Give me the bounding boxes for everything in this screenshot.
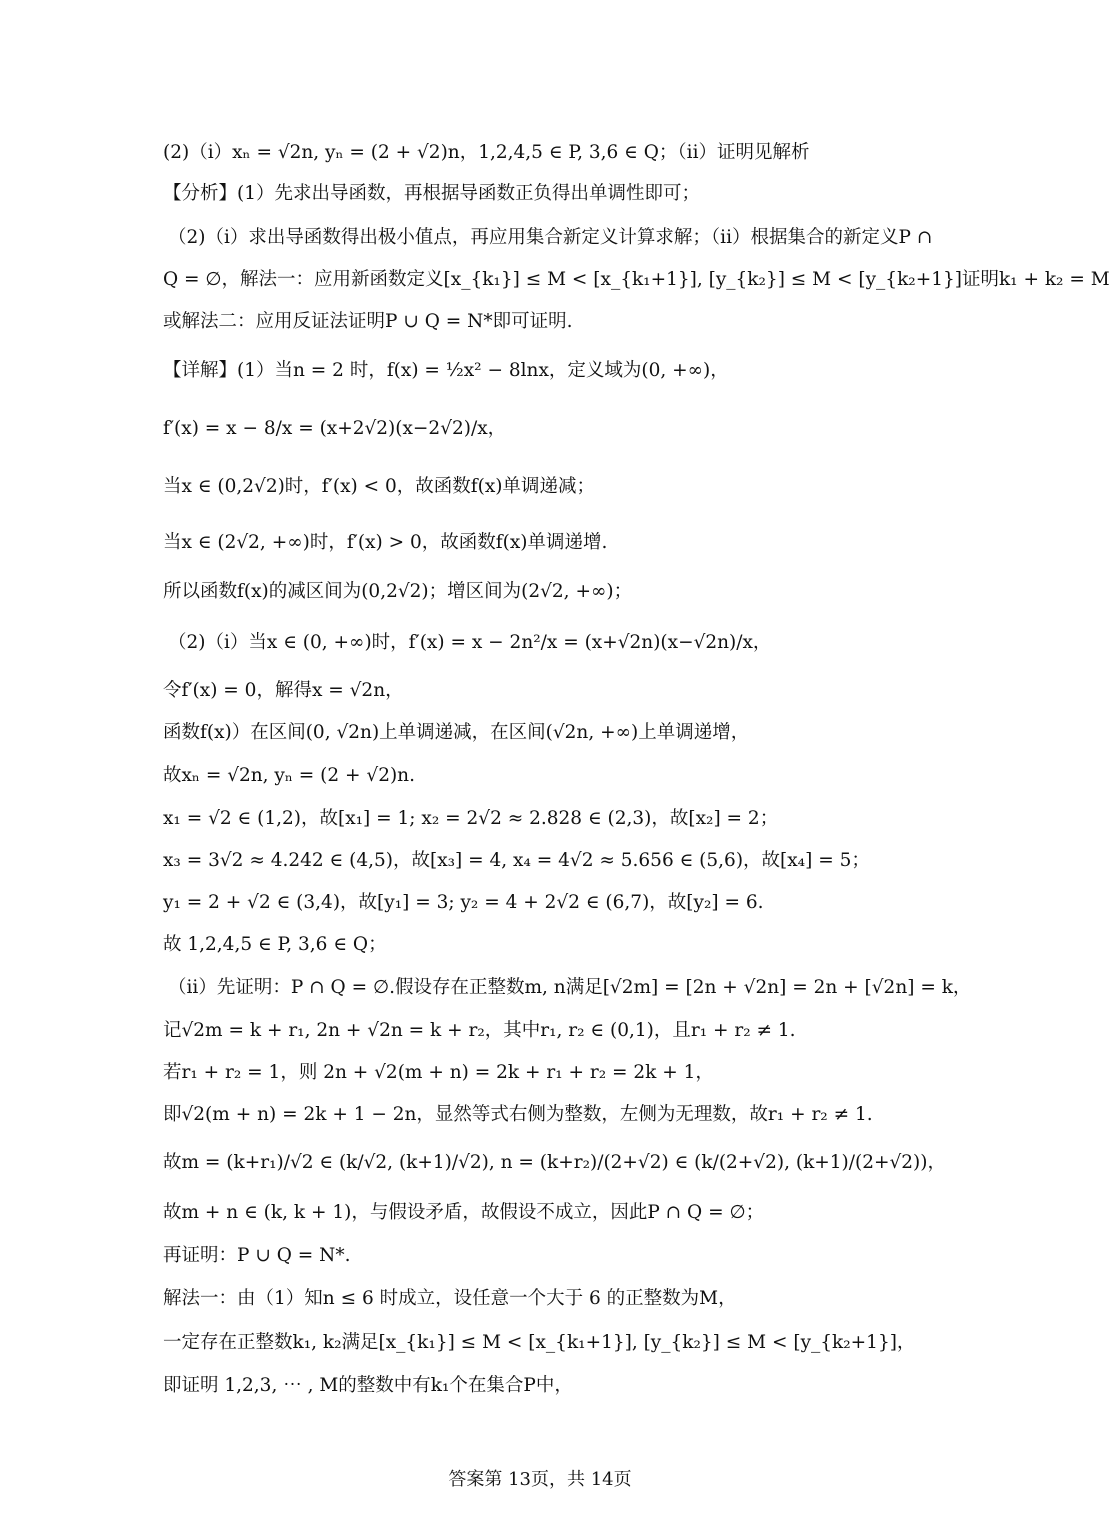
page-footer: 答案第 13页，共 14页	[448, 1469, 632, 1490]
text-line-x3-x4: x₃ = 3√2 ≈ 4.242 ∈ (4,5)，故[x₃] = 4, x₄ = 4√2 ≈ 5.656 ∈ (5,6)，故[x₄] = 5；	[163, 850, 870, 871]
text-line-suppose-sum: 若r₁ + r₂ = 1，则 2n + √2(m + n) = 2k + r₁ + r₂ = 2k + 1，	[163, 1062, 714, 1083]
text-line-analysis-3: Q = ∅，解法一：应用新函数定义[x_{k₁}] ≤ M < [x_{k₁+1}], [y_{k₂}] ≤ M < [y_{k₂+1}]证明k₁ + k₂ = M	[163, 269, 1110, 290]
text-line-sets-conclusion: 故 1,2,4,5 ∈ P, 3,6 ∈ Q；	[163, 934, 387, 955]
text-line-monotonicity: 函数f(x)）在区间(0, √2n)上单调递减，在区间(√2n, +∞)上单调递增，	[163, 722, 750, 743]
text-line-analysis-4: 或解法二：应用反证法证明P ∪ Q = N*即可证明.	[163, 311, 573, 332]
text-line-count-in-p: 即证明 1,2,3, ⋯ , M的整数中有k₁个在集合P中，	[163, 1375, 573, 1396]
text-line-irrational: 即√2(m + n) = 2k + 1 − 2n，显然等式右侧为整数，左侧为无理数，故r₁ + r₂ ≠ 1.	[163, 1104, 873, 1125]
text-line-proof-intersection: （ii）先证明：P ∩ Q = ∅.假设存在正整数m, n满足[√2m] = [2n + √2n] = 2n + [√2n] = k，	[168, 977, 972, 998]
text-line-define-r: 记√2m = k + r₁, 2n + √2n = k + r₂，其中r₁, r₂ ∈ (0,1)，且r₁ + r₂ ≠ 1.	[163, 1020, 796, 1041]
text-line-m-n-range: 故m = (k+r₁)/√2 ∈ (k/√2, (k+1)/√2), n = (k+r₂)/(2+√2) ∈ (k/(2+√2), (k+1)/(2+√2))，	[163, 1152, 946, 1173]
text-line-y1-y2: y₁ = 2 + √2 ∈ (3,4)，故[y₁] = 3; y₂ = 4 + 2√2 ∈ (6,7)，故[y₂] = 6.	[163, 892, 764, 913]
text-line-contradiction: 故m + n ∈ (k, k + 1)，与假设矛盾，故假设不成立，因此P ∩ Q = ∅；	[163, 1202, 765, 1223]
text-line-prove-union: 再证明：P ∪ Q = N*.	[163, 1245, 351, 1266]
text-line-detail-1: 【详解】(1）当n = 2 时，f(x) = ½x² − 8lnx，定义域为(0, +∞)，	[163, 360, 729, 381]
text-line-exists-k: 一定存在正整数k₁, k₂满足[x_{k₁}] ≤ M < [x_{k₁+1}], [y_{k₂}] ≤ M < [y_{k₂+1}]，	[163, 1332, 916, 1353]
text-line-method-one: 解法一：由（1）知n ≤ 6 时成立，设任意一个大于 6 的正整数为M，	[163, 1288, 737, 1309]
text-line-increasing: 当x ∈ (2√2, +∞)时，f′(x) > 0，故函数f(x)单调递增.	[163, 532, 608, 553]
text-line-critical-point: 令f′(x) = 0，解得x = √2n，	[163, 680, 404, 701]
text-line-analysis-2: （2)（i）求出导函数得出极小值点，再应用集合新定义计算求解；（ii）根据集合的新定义P ∩	[168, 227, 933, 248]
text-line-x1-x2: x₁ = √2 ∈ (1,2)，故[x₁] = 1; x₂ = 2√2 ≈ 2.828 ∈ (2,3)，故[x₂] = 2；	[163, 808, 779, 829]
text-line-xn-yn: 故xₙ = √2n, yₙ = (2 + √2)n.	[163, 765, 415, 786]
text-line-analysis-1: 【分析】(1）先求出导函数，再根据导函数正负得出单调性即可；	[163, 183, 700, 204]
text-line-answer-summary: (2)（i）xₙ = √2n, yₙ = (2 + √2)n，1,2,4,5 ∈ P, 3,6 ∈ Q；（ii）证明见解析	[163, 142, 810, 163]
text-line-part2-derivative: （2)（i）当x ∈ (0, +∞)时，f′(x) = x − 2n²/x = (x+√2n)(x−√2n)/x，	[168, 632, 772, 653]
text-line-decreasing: 当x ∈ (0,2√2)时，f′(x) < 0，故函数f(x)单调递减；	[163, 476, 595, 497]
text-line-derivative: f′(x) = x − 8/x = (x+2√2)(x−2√2)/x，	[163, 418, 507, 439]
text-line-intervals: 所以函数f(x)的减区间为(0,2√2)；增区间为(2√2, +∞)；	[163, 581, 633, 602]
